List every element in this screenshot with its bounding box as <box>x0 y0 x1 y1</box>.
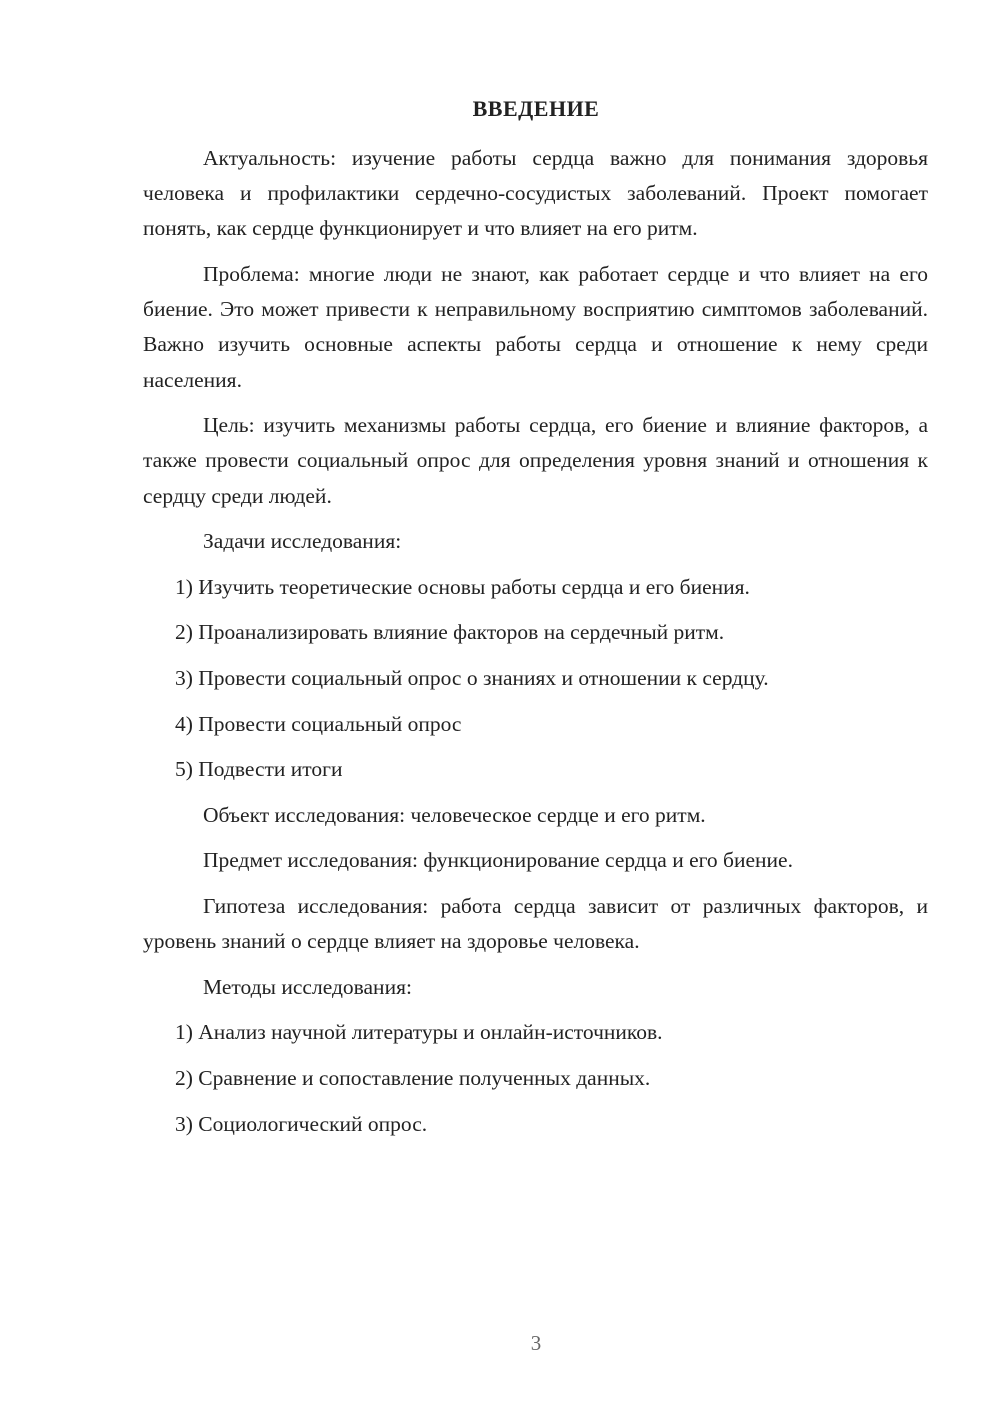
relevance-paragraph: Актуальность: изучение работы сердца важно для понимания здоровья человека и профилактики сердечно-сосудистых заболеваний. Проект помогает понять, как сердце функционирует и что влияет на его ритм. <box>143 146 928 241</box>
task-item: 2) Проанализировать влияние факторов на сердечный ритм. <box>175 620 725 645</box>
method-item: 2) Сравнение и сопоставление полученных данных. <box>175 1065 651 1090</box>
page-number: 3 <box>530 1331 542 1355</box>
methods-title: Методы исследования: <box>203 974 412 999</box>
document-body <box>143 141 928 1152</box>
task-item: 5) Подвести итоги <box>175 757 343 782</box>
task-item: 4) Провести социальный опрос <box>175 711 462 736</box>
tasks-title: Задачи исследования: <box>203 529 402 554</box>
task-item: 3) Провести социальный опрос о знаниях и отношении к сердцу. <box>175 665 769 690</box>
hypothesis-paragraph: Гипотеза исследования: работа сердца зависит от различных факторов, и уровень знаний о сердце влияет на здоровье человека. <box>143 893 928 954</box>
page-title: ВВЕДЕНИЕ <box>472 96 600 121</box>
subject-paragraph: Предмет исследования: функционирование сердца и его биение. <box>203 848 793 873</box>
method-item: 3) Социологический опрос. <box>175 1111 428 1136</box>
problem-paragraph: Проблема: многие люди не знают, как работает сердце и что влияет на его биение. Это может привести к неправильному восприятию симптомов заболеваний. Важно изучить основные аспекты работы сердца и отношение к нему среди населения. <box>143 262 928 392</box>
method-item: 1) Анализ научной литературы и онлайн-источников. <box>175 1020 663 1045</box>
goal-paragraph: Цель: изучить механизмы работы сердца, его биение и влияние факторов, а также провести социальный опрос для определения уровня знаний и отношения к сердцу среди людей. <box>143 413 928 508</box>
object-paragraph: Объект исследования: человеческое сердце и его ритм. <box>203 802 706 827</box>
task-item: 1) Изучить теоретические основы работы сердца и его биения. <box>175 574 750 599</box>
